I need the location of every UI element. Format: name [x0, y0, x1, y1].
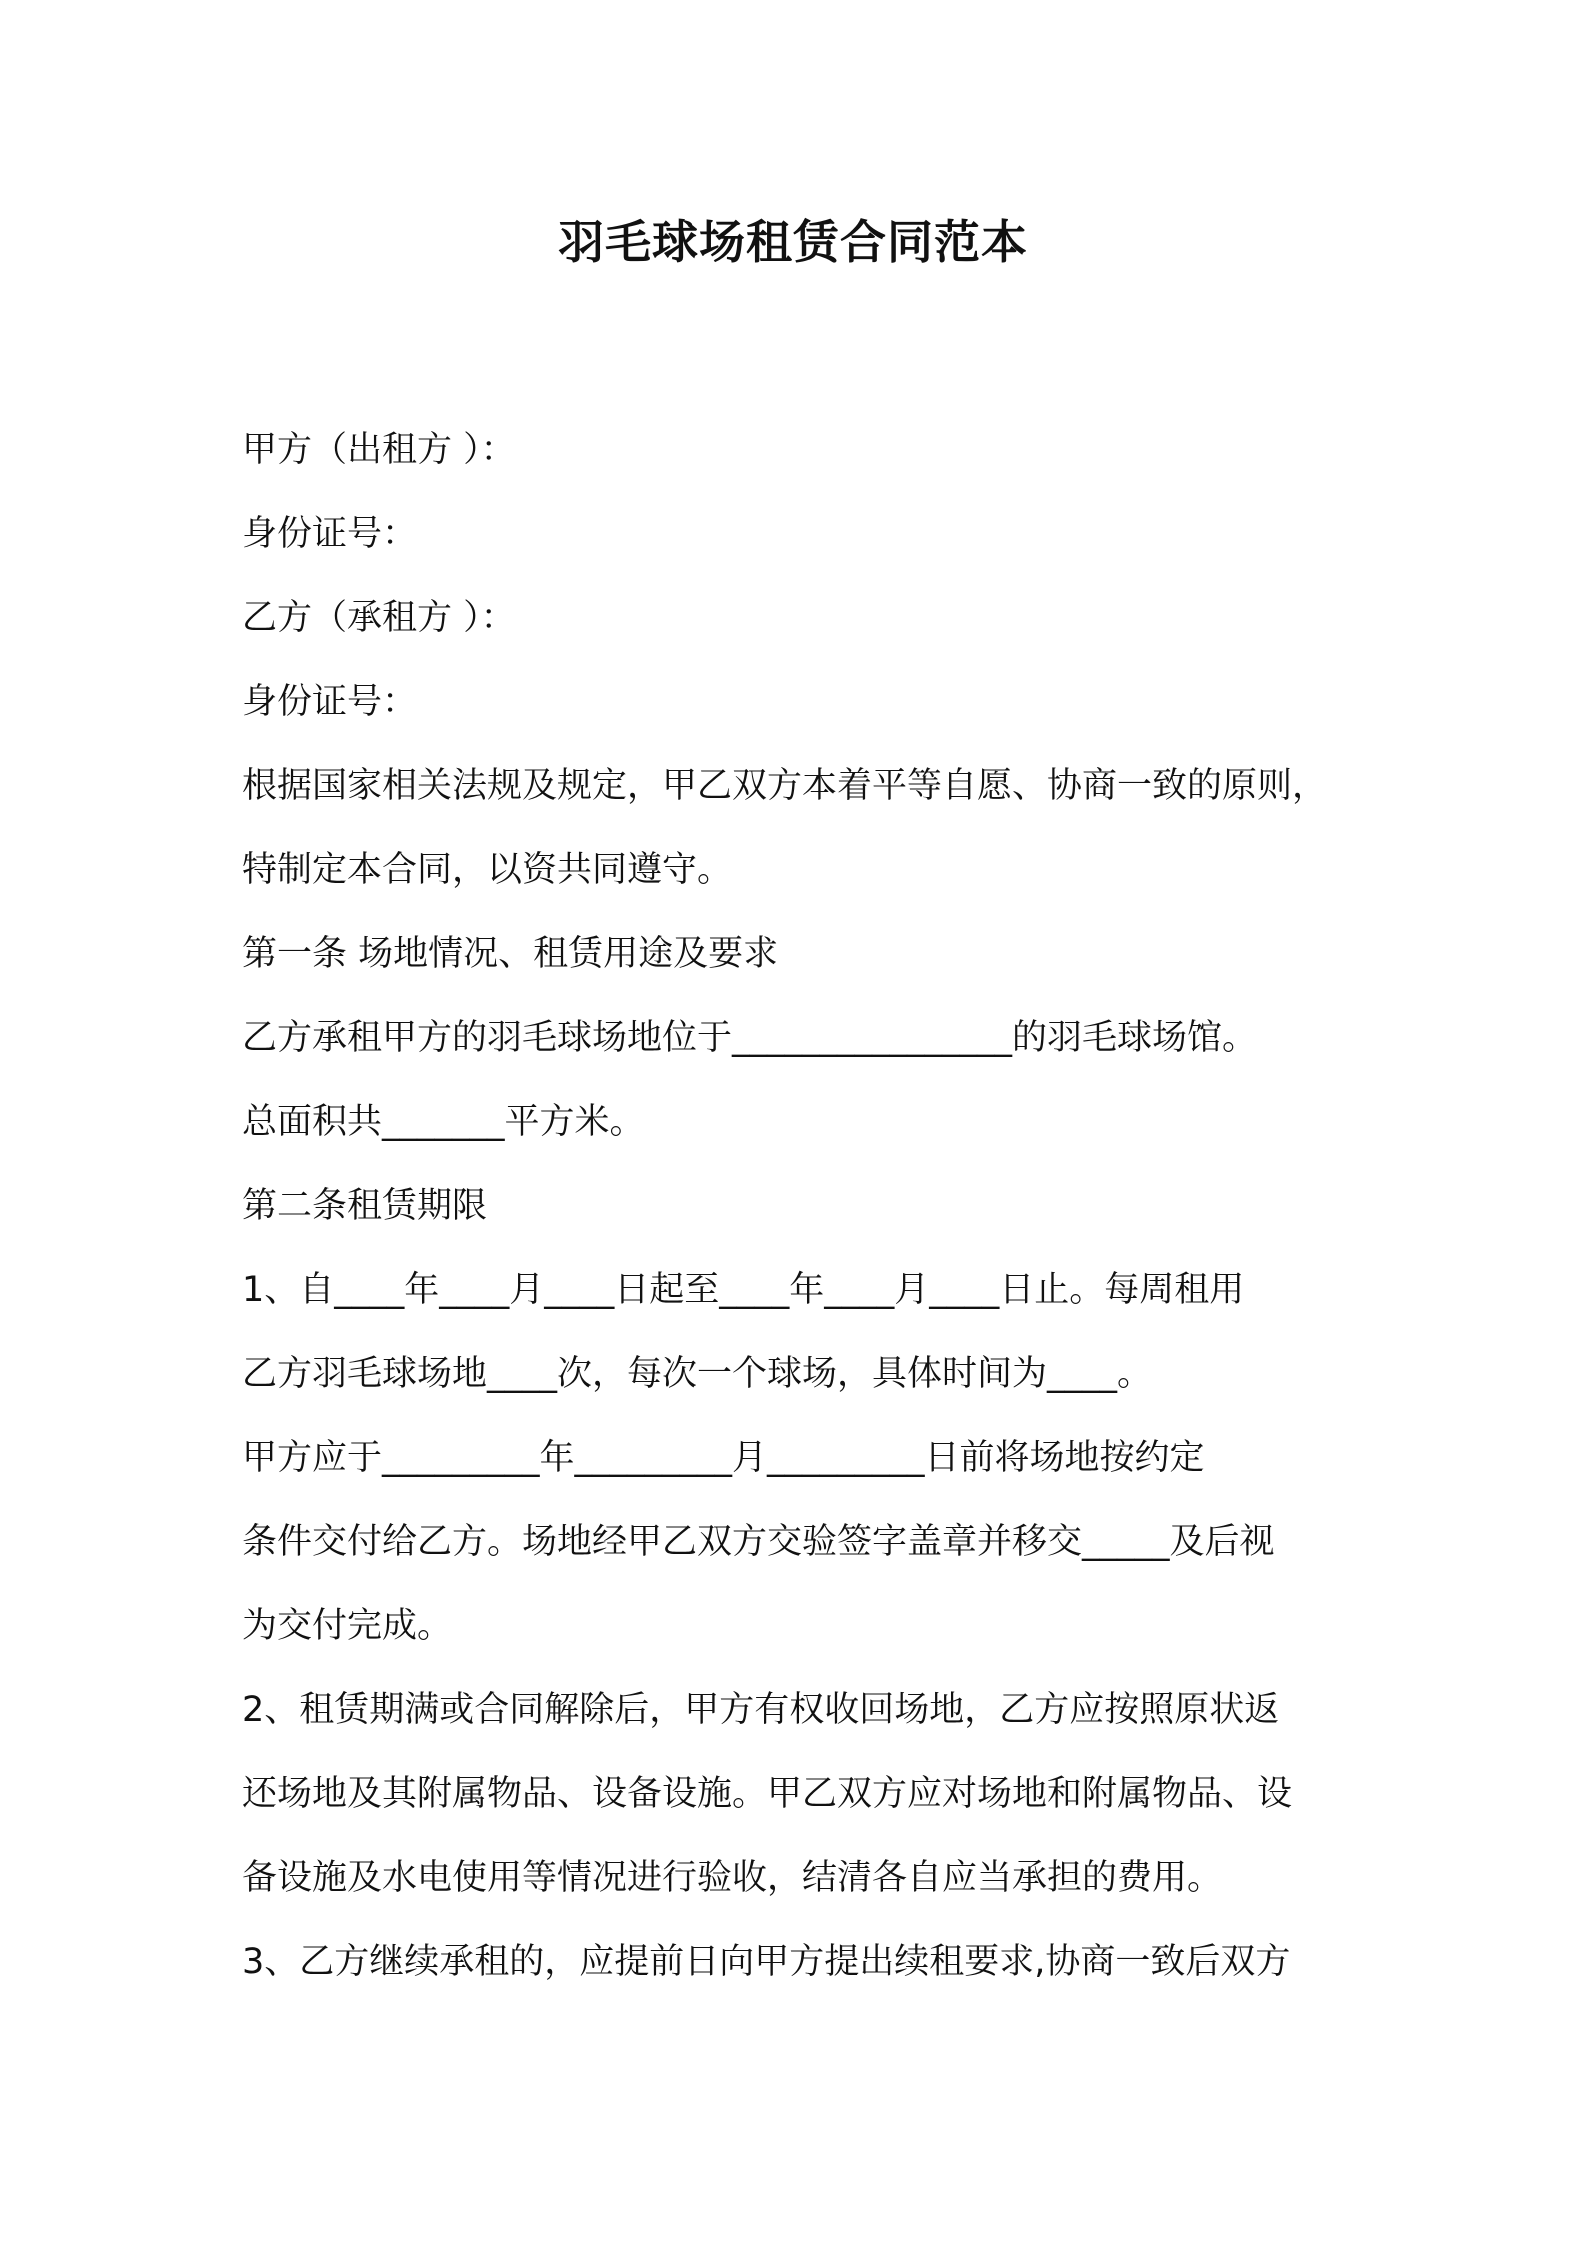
article-2-clause-1-line-2: 乙方羽毛球场地____次，每次一个球场，具体时间为____。: [242, 1354, 1153, 1394]
party-a-line: 甲方（出租方 ）：: [242, 430, 516, 470]
party-a-id-line: 身份证号：: [242, 514, 418, 554]
article-2-clause-1-line-1: 1、自____年____月____日起至____年____月____日止。每周租用: [242, 1270, 1245, 1310]
article-2-clause-1-line-4: 条件交付给乙方。场地经甲乙双方交验签字盖章并移交_____及后视: [242, 1522, 1275, 1562]
article-1-line-1: 乙方承租甲方的羽毛球场地位于________________的羽毛球场馆。: [242, 1018, 1258, 1058]
article-2-clause-1-line-5: 为交付完成。: [242, 1606, 453, 1646]
party-b-line: 乙方（承租方 ）：: [242, 598, 516, 638]
party-b-id-line: 身份证号：: [242, 682, 418, 722]
preamble-line-1: 根据国家相关法规及规定，甲乙双方本着平等自愿、协商一致的原则，: [242, 766, 1328, 806]
article-1-heading: 第一条 场地情况、租赁用途及要求: [242, 934, 779, 974]
document-title: 羽毛球场租赁合同范本: [558, 215, 1028, 269]
document-body: [242, 408, 1362, 2004]
article-2-clause-2-line-2: 还场地及其附属物品、设备设施。甲乙双方应对场地和附属物品、设: [242, 1774, 1293, 1814]
article-2-clause-2-line-1: 2、租赁期满或合同解除后，甲方有权收回场地，乙方应按照原状返: [242, 1690, 1280, 1730]
article-2-clause-2-line-3: 备设施及水电使用等情况进行验收，结清各自应当承担的费用。: [242, 1858, 1223, 1898]
article-2-heading: 第二条租赁期限: [242, 1186, 488, 1226]
article-2-clause-3-line-1: 3、乙方继续承租的，应提前日向甲方提出续租要求,协商一致后双方: [242, 1942, 1291, 1982]
preamble-line-2: 特制定本合同，以资共同遵守。: [242, 850, 733, 890]
article-1-line-2: 总面积共_______平方米。: [242, 1102, 645, 1142]
article-2-clause-1-line-3: 甲方应于_________年_________月_________日前将场地按约定: [242, 1438, 1205, 1478]
